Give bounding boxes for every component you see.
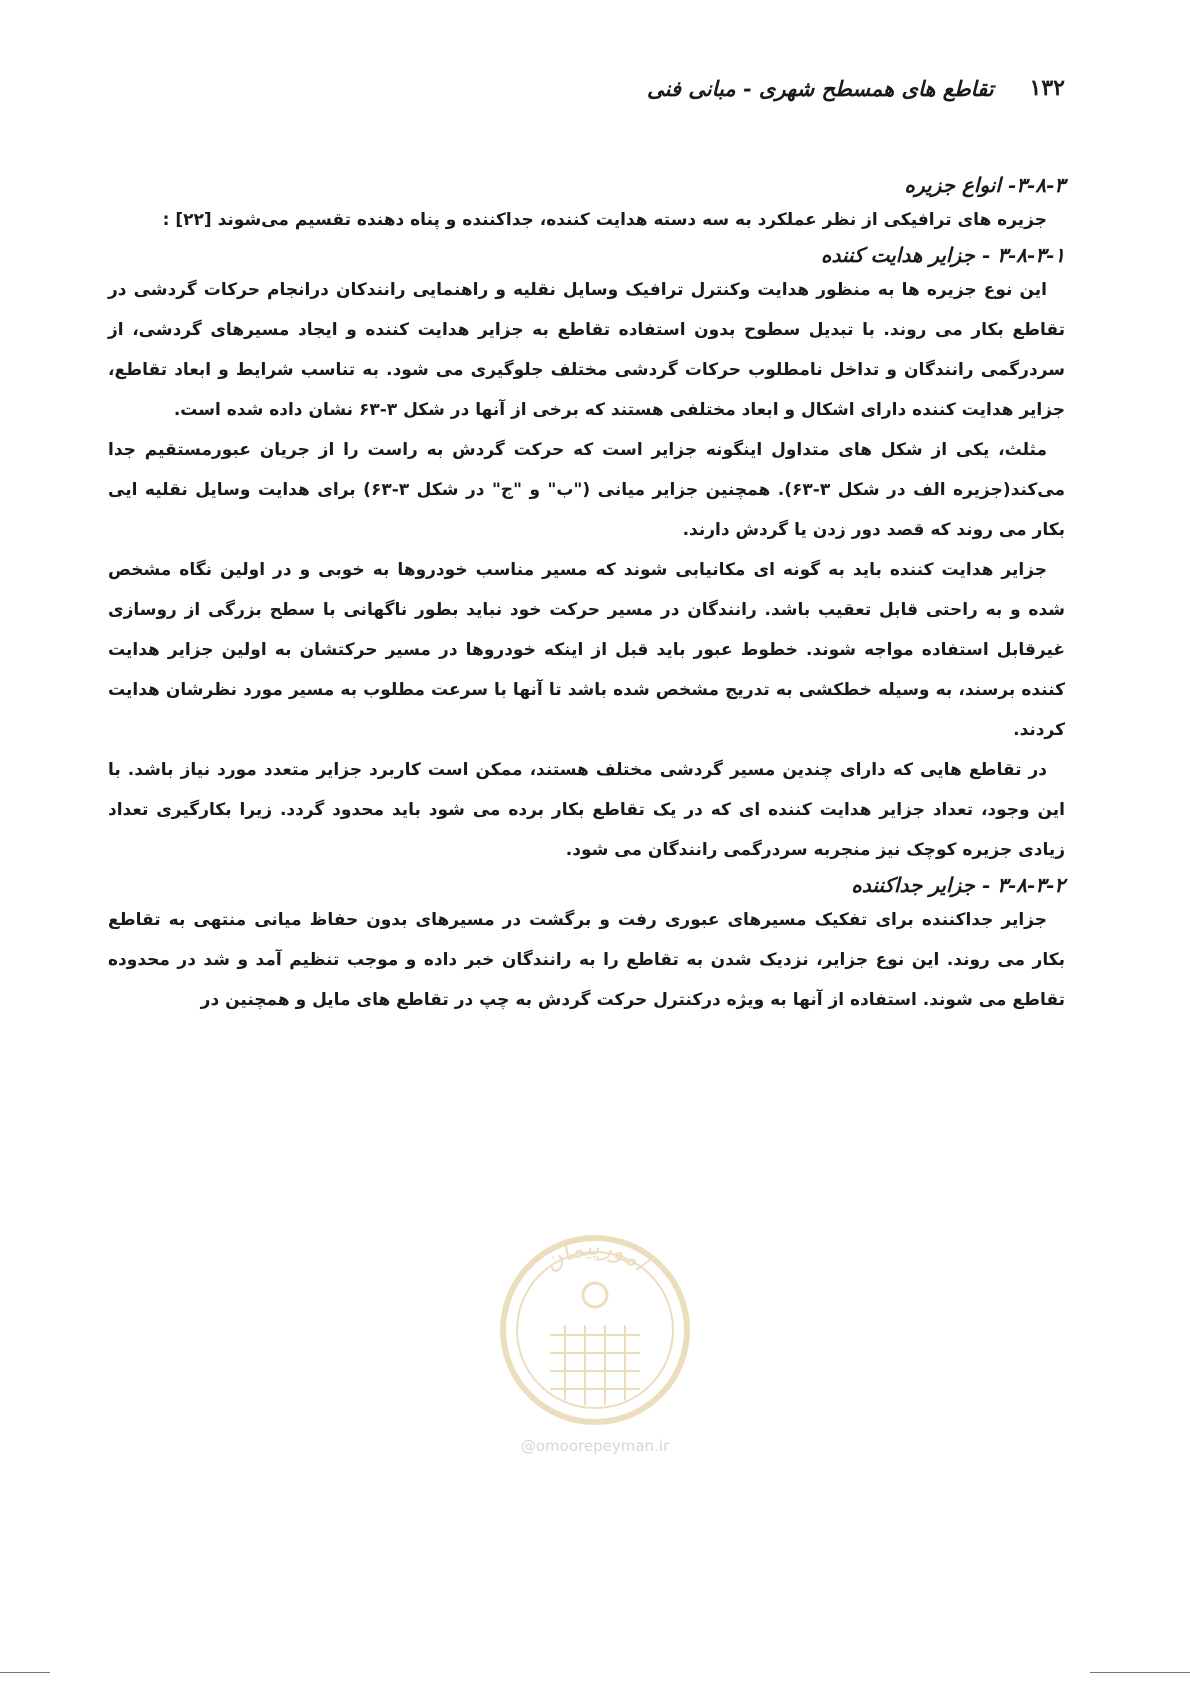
paragraph-dividing: جزایر جداکننده برای تفکیک مسیرهای عبوری رفت و برگشت در مسیرهای بدون حفاظ میانی منتهی به تقاطع بکار می روند. این نوع جزایر، نزدیک شدن به تقاطع را به رانندگان خبر داده و موجب تنظیم آمد و شد در محدوده تقاطع می شوند. استفاده از آنها به ویژه درکنترل حرکت گردش به چپ در تقاطع های مایل و همچنین در (108, 910, 1065, 1010)
page-edge-rule-right (1090, 1672, 1190, 1673)
page-content (108, 170, 1065, 1020)
book-title: تقاطع های همسطح شهری - مبانی فنی (647, 75, 994, 101)
page-number: ۱۳۲ (1029, 75, 1065, 101)
paragraph-island-types: جزیره های ترافیکی از نظر عملکرد به سه دسته هدایت کننده، جداکننده و پناه دهنده تقسیم می‌شوند [۲۲] : (162, 210, 1047, 230)
paragraph-guiding-3: جزایر هدایت کننده باید به گونه ای مکانیابی شوند که مسیر مناسب خودروها به خوبی و در اولین نگاه مشخص شده و به راحتی قابل تعقیب باشد. رانندگان در مسیر حرکت خود نباید بطور ناگهانی با سطح بزرگی از روسازی غیرقابل استفاده مواجه شوند. خطوط عبور باید قبل از اینکه خودروها در مسیر حرکتشان به اولین جزایر هدایت کننده برسند، به وسیله خطکشی به تدریج مشخص شده باشد تا آنها با سرعت مطلوب به مسیر مورد نظرشان هدایت کردند. (108, 560, 1065, 740)
section-heading-island-types: ۳-۸-۳- انواع جزیره (904, 173, 1065, 197)
watermark-emblem-icon (490, 1225, 700, 1435)
paragraph-guiding-4: در تقاطع هایی که دارای چندین مسیر گردشی مختلف هستند، ممکن است کاربرد جزایر متعدد مورد نیاز باشد. با این وجود، تعداد جزایر هدایت کننده ای که در یک تقاطع بکار برده می شود باید محدود گردد. زیرا بکارگیری تعداد زیادی جزیره کوچک نیز منجربه سردرگمی رانندگان می شود. (108, 760, 1065, 860)
running-head (600, 68, 1065, 108)
section-heading-guiding-islands: ۳-۸-۳-۱ - جزایر هدایت کننده (821, 243, 1065, 267)
paragraph-guiding-1: این نوع جزیره ها به منظور هدایت وکنترل ترافیک وسایل نقلیه و راهنمایی رانندکان درانجام حرکات گردشی در تقاطع بکار می روند. با تبدیل سطوح بدون استفاده تقاطع به جزایر هدایت کننده و ایجاد مسیرهای گردشی، از سردرگمی رانندگان و تداخل نامطلوب حرکات گردشی مختلف جلوگیری می شود. به تناسب شرایط و ابعاد تقاطع، جزایر هدایت کننده دارای اشکال و ابعاد مختلفی هستند که برخی از آنها در شکل ۳-۶۳ نشان داده شده است. (108, 280, 1065, 420)
page-edge-rule-left (0, 1672, 50, 1673)
paragraph-guiding-2: مثلث، یکی از شکل های متداول اینگونه جزایر است که حرکت گردش به راست را از جریان عبورمستقیم جدا می‌کند(جزیره الف در شکل ۳-۶۳). همچنین جزایر میانی ("ب" و "ج" در شکل ۳-۶۳) برای هدایت وسایل نقلیه ایی بکار می روند که قصد دور زدن یا گردش دارند. (108, 440, 1065, 540)
watermark-logo-text: امورپیمان (538, 1232, 653, 1277)
watermark-url: @omoorepeyman.ir (520, 1437, 670, 1455)
watermark-logo (490, 1225, 700, 1455)
section-heading-dividing-islands: ۳-۸-۳-۲ - جزایر جداکننده (851, 873, 1065, 897)
